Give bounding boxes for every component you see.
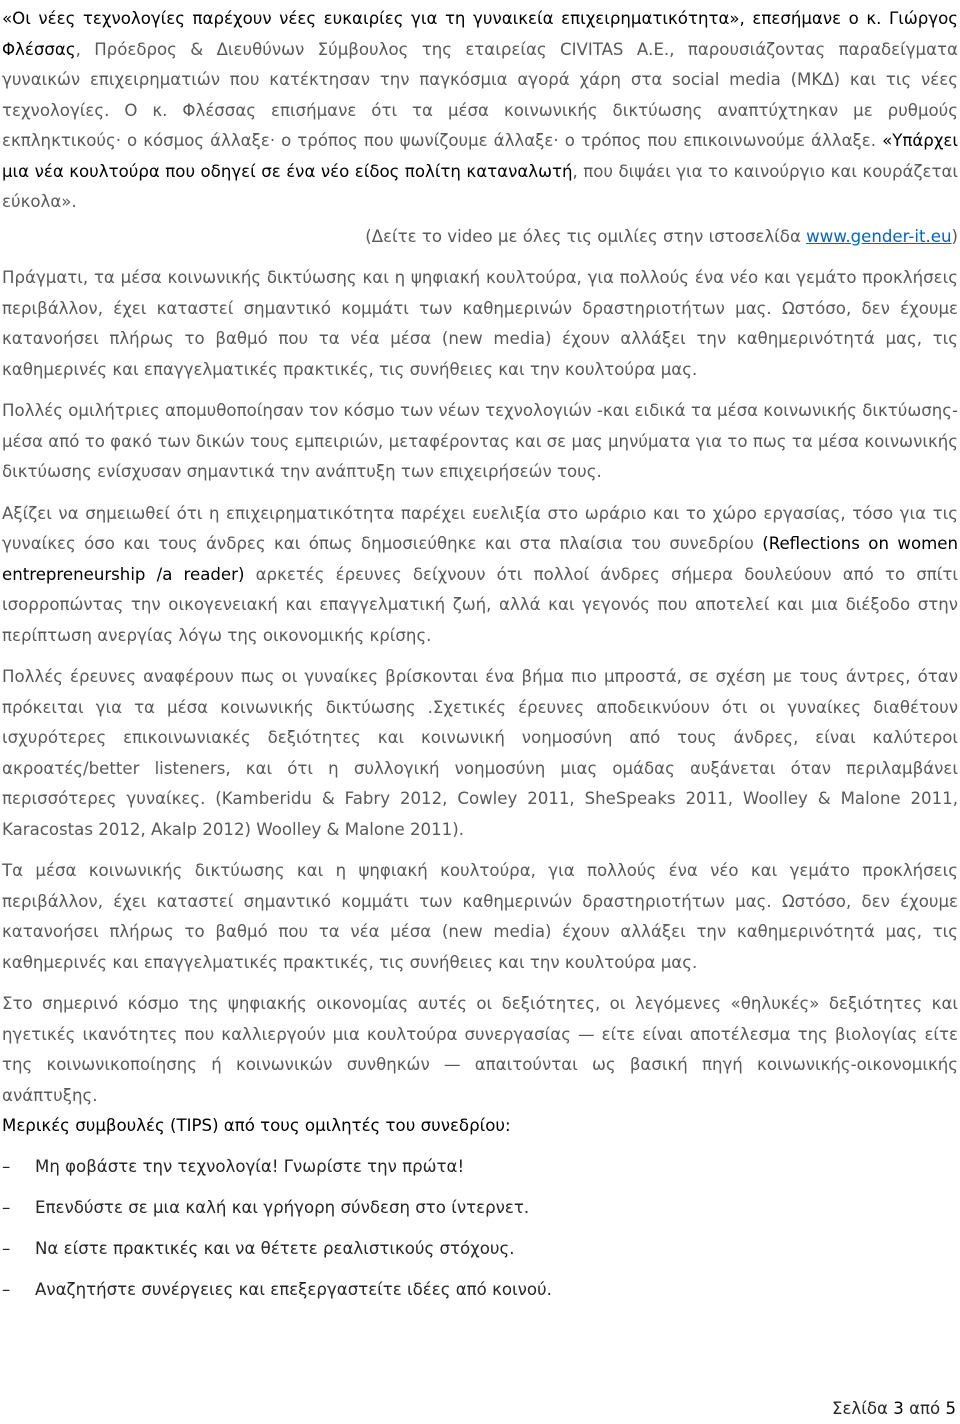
paragraph-5: Πολλές έρευνες αναφέρουν πως οι γυναίκες βρίσκονται ένα βήμα πιο μπροστά, σε σχέση με τους άντρες, όταν πρόκειται για τα μέσα κοινωνικής δικτύωσης .Σχετικές έρευνες αποδεικνύουν ότι οι γυναίκες διαθέτουν ισχυρότερες επικοινωνιακές δεξιότητες και κοινωνική νοημοσύνη από τους άνδρες, είναι καλύτεροι ακροατές/better listeners, και ότι η συλλογική νοημοσύνη μιας ομάδας αυξάνεται όταν περιλαμβάνει περισσότερες γυναίκες. (Kamberidu & Fabry 2012, Cowley 2011, SheSpeaks 2011, Woolley & Malone 2011, Karacostas 2012, Akalp 2012) Woolley & Malone 2011). <box>2 667 958 839</box>
video-note <box>2 222 958 253</box>
list-item <box>2 1193 958 1224</box>
website-link[interactable]: www.gender-it.eu <box>806 226 952 246</box>
paragraph-7: Στο σημερινό κόσμο της ψηφιακής οικονομίας αυτές οι δεξιότητες, οι λεγόμενες «θηλυκές» δεξιότητες και ηγετικές ικανότητες που καλλιεργούν μια κουλτούρα συνεργασίας — είτε είναι αποτέλεσμα της βιολογίας είτε της κοινωνικοποίησης ή κοινωνικών συνθηκών — απαιτούνται ως βασική πηγή κοινωνικής-οικονομικής ανάπτυξης. <box>2 994 958 1105</box>
list-item <box>2 1275 958 1306</box>
page-label: Σελίδα <box>831 1398 888 1418</box>
dash-bullet-icon: – <box>2 1279 11 1299</box>
paragraph-2: Πράγματι, τα μέσα κοινωνικής δικτύωσης και η ψηφιακή κουλτούρα, για πολλούς ένα νέο και γεμάτο προκλήσεις περιβάλλον, έχει καταστεί σημαντικό κομμάτι των καθημερινών δραστηριοτήτων μας. Ωστόσο, δεν έχουμε κατανοήσει πλήρως το βαθμό που τα νέα μέσα (new media) έχουν αλλάξει την καθημερινότητά μας, τις καθημερινές και επαγγελματικές πρακτικές, τις συνήθειες και την κουλτούρα μας. <box>2 268 958 379</box>
paragraph-4 <box>2 499 958 652</box>
paragraph-intro <box>2 4 958 218</box>
dash-bullet-icon: – <box>2 1156 11 1176</box>
paragraph-3: Πολλές ομιλήτριες απομυθοποίησαν τον κόσμο των νέων τεχνολογιών -και ειδικά τα μέσα κοινωνικής δικτύωσης- μέσα από το φακό των δικών τους εμπειριών, μεταφέροντας και σε μας μηνύματα για το πως τα μέσα κοινωνικής δικτύωσης ενίσχυσαν σημαντικά την ανάπτυξη των επιχειρήσεών τους. <box>2 401 958 481</box>
page-of-label: από <box>909 1398 941 1418</box>
tips-list <box>2 1152 958 1306</box>
tip-text: Αναζητήστε συνέργειες και επεξεργαστείτε ιδέες από κοινού. <box>35 1279 552 1299</box>
video-note-close: ) <box>951 226 958 246</box>
intro-quote: «Οι νέες τεχνολογίες παρέχουν νέες ευκαιρίες για τη γυναικεία επιχειρηματικότητα», επεσήμανε ο κ. Γιώργος Φλέσσας <box>2 9 958 59</box>
paragraph-6: Τα μέσα κοινωνικής δικτύωσης και η ψηφιακή κουλτούρα, για πολλούς ένα νέο και γεμάτο προκλήσεις περιβάλλον, έχει καταστεί σημαντικό κομμάτι των καθημερινών δραστηριοτήτων μας. Ωστόσο, δεν έχουμε κατανοήσει πλήρως το βαθμό που τα νέα μέσα (new media) έχουν αλλάξει την καθημερινότητά μας, τις καθημερινές και επαγγελματικές πρακτικές, τις συνήθειες και την κουλτούρα μας. <box>2 861 958 972</box>
list-item <box>2 1234 958 1265</box>
dash-bullet-icon: – <box>2 1238 11 1258</box>
intro-text: , Πρόεδρος & Διευθύνων Σύμβουλος της εταιρείας CIVITAS Α.Ε., παρουσιάζοντας παραδείγματα γυναικών επιχειρηματιών που κατέκτησαν την παγκόσμια αγορά χάρη στα social media (ΜΚΔ) και τις νέες τεχνολογίες. Ο κ. Φλέσσας επισήμανε ότι τα μέσα κοινωνικής δικτύωσης αναπτύχτηκαν με ρυθμούς εκπληκτικούς· ο κόσμος άλλαξε· ο τρόπος που ψωνίζουμε άλλαξε· ο τρόπος που επικοινωνούμε άλλαξε. <box>2 39 958 150</box>
dash-bullet-icon: – <box>2 1197 11 1217</box>
list-item <box>2 1152 958 1183</box>
page-number-footer <box>832 1394 956 1424</box>
intro-highlight-quote: «Υπάρχει μια νέα κουλτούρα που οδηγεί σε ένα νέο είδος πολίτη καταναλωτή <box>2 131 958 181</box>
paragraph-4-start: Αξίζει να σημειωθεί ότι η επιχειρηματικότητα παρέχει ευελιξία στο ωράριο και το χώρο εργασίας, τόσο για τις γυναίκες όσο και τους άνδρες και όπως δημοσιεύθηκε και στα πλαίσια του συνεδρίου <box>2 503 958 553</box>
tip-text: Επενδύστε σε μια καλή και γρήγορη σύνδεση στο ίντερνετ. <box>35 1197 530 1217</box>
reader-reference: (Reflections on women entrepreneurship /a reader) <box>2 534 958 584</box>
paragraph-4-end: αρκετές έρευνες δείχνουν ότι πολλοί άνδρες σήμερα δουλεύουν από το σπίτι ισορροπώντας την οικογενειακή και επαγγελματική ζωή, αλλά και γεγονός που αποτελεί και μια διέξοδο στην περίπτωση ανεργίας λόγω της οικονομικής κρίσης. <box>2 564 958 645</box>
video-note-text: (Δείτε το video με όλες τις ομιλίες στην ιστοσελίδα <box>365 226 807 246</box>
tip-text: Να είστε πρακτικές και να θέτετε ρεαλιστικούς στόχους. <box>35 1238 515 1258</box>
intro-quote-end: , που διψάει για το καινούργιο και κουράζεται εύκολα». <box>2 161 959 211</box>
tips-heading: Μερικές συμβουλές (TIPS) από τους ομιλητές του συνεδρίου: <box>2 1116 511 1135</box>
current-page: 3 <box>893 1398 904 1418</box>
tip-text: Μη φοβάστε την τεχνολογία! Γνωρίστε την πρώτα! <box>35 1156 465 1176</box>
total-pages: 5 <box>945 1398 956 1418</box>
